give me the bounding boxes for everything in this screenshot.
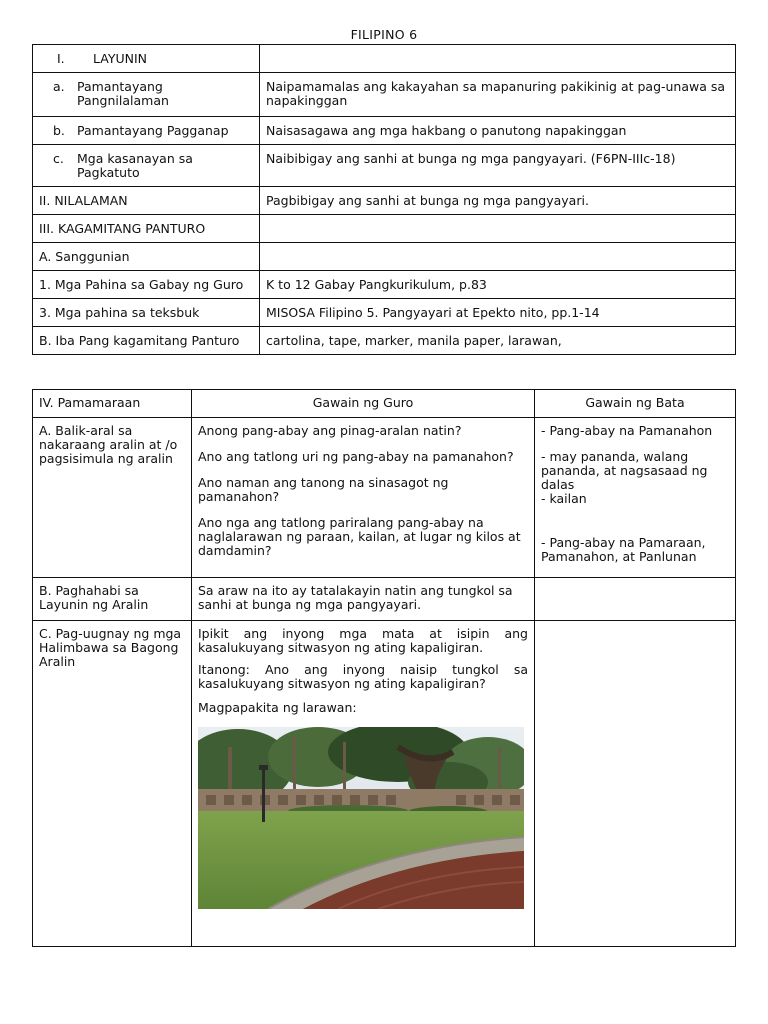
procedure-table bbox=[32, 389, 736, 947]
table-row bbox=[33, 418, 736, 578]
table-row bbox=[33, 73, 736, 117]
teacher-question: Anong pang-abay ang pinag-aralan natin? bbox=[198, 423, 462, 438]
row-label: Pamantayang Pangnilalaman bbox=[77, 79, 169, 108]
teacher-instruction: Ipikit ang inyong mga mata at isipin ang kasalukuyang sitwasyon ng ating kapaligiran. bbox=[198, 626, 528, 655]
row-number: a. bbox=[53, 79, 65, 94]
teacher-activity-cell bbox=[192, 418, 535, 578]
row-value bbox=[260, 243, 736, 271]
row-label: B. Iba Pang kagamitang Panturo bbox=[33, 327, 260, 355]
table-row bbox=[33, 327, 736, 355]
row-label: B. Paghahabi sa Layunin ng Aralin bbox=[33, 578, 192, 621]
teacher-activity-cell: Sa araw na ito ay tatalakayin natin ang tungkol sa sanhi at bunga ng mga pangyayari. bbox=[192, 578, 535, 621]
row-value: cartolina, tape, marker, manila paper, larawan, bbox=[260, 327, 736, 355]
table-row bbox=[33, 243, 736, 271]
table-row bbox=[33, 621, 736, 947]
row-label: 3. Mga pahina sa teksbuk bbox=[33, 299, 260, 327]
table-row bbox=[33, 299, 736, 327]
table-row bbox=[33, 215, 736, 243]
row-value: Naisasagawa ang mga hakbang o panutong napakinggan bbox=[260, 117, 736, 145]
row-label: A. Sanggunian bbox=[33, 243, 260, 271]
student-activity-cell bbox=[535, 578, 736, 621]
lesson-objectives-table bbox=[32, 44, 736, 355]
teacher-instruction: Itanong: Ano ang inyong naisip tungkol sa kasalukuyang sitwasyon ng ating kapaligiran? bbox=[198, 662, 528, 691]
table-cell bbox=[33, 145, 260, 187]
row-value: MISOSA Filipino 5. Pangyayari at Epekto nito, pp.1-14 bbox=[260, 299, 736, 327]
row-value: Naipamamalas ang kakayahan sa mapanuring pakikinig at pag-unawa sa napakinggan bbox=[260, 73, 736, 117]
student-answer: - kailan bbox=[541, 491, 587, 506]
column-header-gawain-guro: Gawain ng Guro bbox=[192, 390, 535, 418]
row-label: A. Balik-aral sa nakaraang aralin at /o pagsisimula ng aralin bbox=[33, 418, 192, 578]
row-number: I. bbox=[57, 51, 65, 66]
row-label: Mga kasanayan sa Pagkatuto bbox=[77, 151, 193, 180]
row-label: LAYUNIN bbox=[93, 51, 148, 66]
table-header-row bbox=[33, 390, 736, 418]
park-photo bbox=[198, 727, 524, 909]
row-label: II. NILALAMAN bbox=[33, 187, 260, 215]
table-row bbox=[33, 187, 736, 215]
row-label: III. KAGAMITANG PANTURO bbox=[33, 215, 260, 243]
table-row bbox=[33, 578, 736, 621]
table-cell bbox=[33, 117, 260, 145]
table-cell bbox=[33, 73, 260, 117]
student-answer: - may pananda, walang pananda, at nagsasaad ng dalas bbox=[541, 449, 708, 492]
row-label: 1. Mga Pahina sa Gabay ng Guro bbox=[33, 271, 260, 299]
row-value: K to 12 Gabay Pangkurikulum, p.83 bbox=[260, 271, 736, 299]
table-row bbox=[33, 145, 736, 187]
row-label: Pamantayang Pagganap bbox=[77, 123, 229, 138]
teacher-question: Ano ang tatlong uri ng pang-abay na pamanahon? bbox=[198, 449, 514, 464]
student-answer: - Pang-abay na Pamaraan, Pamanahon, at Panlunan bbox=[541, 535, 706, 564]
table-row bbox=[33, 117, 736, 145]
column-header-gawain-bata: Gawain ng Bata bbox=[535, 390, 736, 418]
row-number: b. bbox=[53, 123, 65, 138]
row-number: c. bbox=[53, 151, 64, 166]
column-header-pamamaraan: IV. Pamamaraan bbox=[33, 390, 192, 418]
teacher-question: Ano naman ang tanong na sinasagot ng pamanahon? bbox=[198, 475, 449, 504]
table-cell bbox=[33, 45, 260, 73]
student-activity-cell bbox=[535, 621, 736, 947]
teacher-instruction: Magpapakita ng larawan: bbox=[198, 700, 357, 715]
row-value: Pagbibigay ang sanhi at bunga ng mga pangyayari. bbox=[260, 187, 736, 215]
row-value bbox=[260, 215, 736, 243]
row-value: Naibibigay ang sanhi at bunga ng mga pangyayari. (F6PN-IIIc-18) bbox=[260, 145, 736, 187]
student-answer: - Pang-abay na Pamanahon bbox=[541, 423, 713, 438]
table-row bbox=[33, 271, 736, 299]
row-label: C. Pag-uugnay ng mga Halimbawa sa Bagong Aralin bbox=[33, 621, 192, 947]
document-title: FILIPINO 6 bbox=[350, 27, 418, 42]
teacher-activity-cell bbox=[192, 621, 535, 947]
table-row bbox=[33, 45, 736, 73]
row-value bbox=[260, 45, 736, 73]
teacher-question: Ano nga ang tatlong pariralang pang-abay na naglalarawan ng paraan, kailan, at lugar ng kilos at damdamin? bbox=[198, 515, 521, 558]
student-activity-cell bbox=[535, 418, 736, 578]
